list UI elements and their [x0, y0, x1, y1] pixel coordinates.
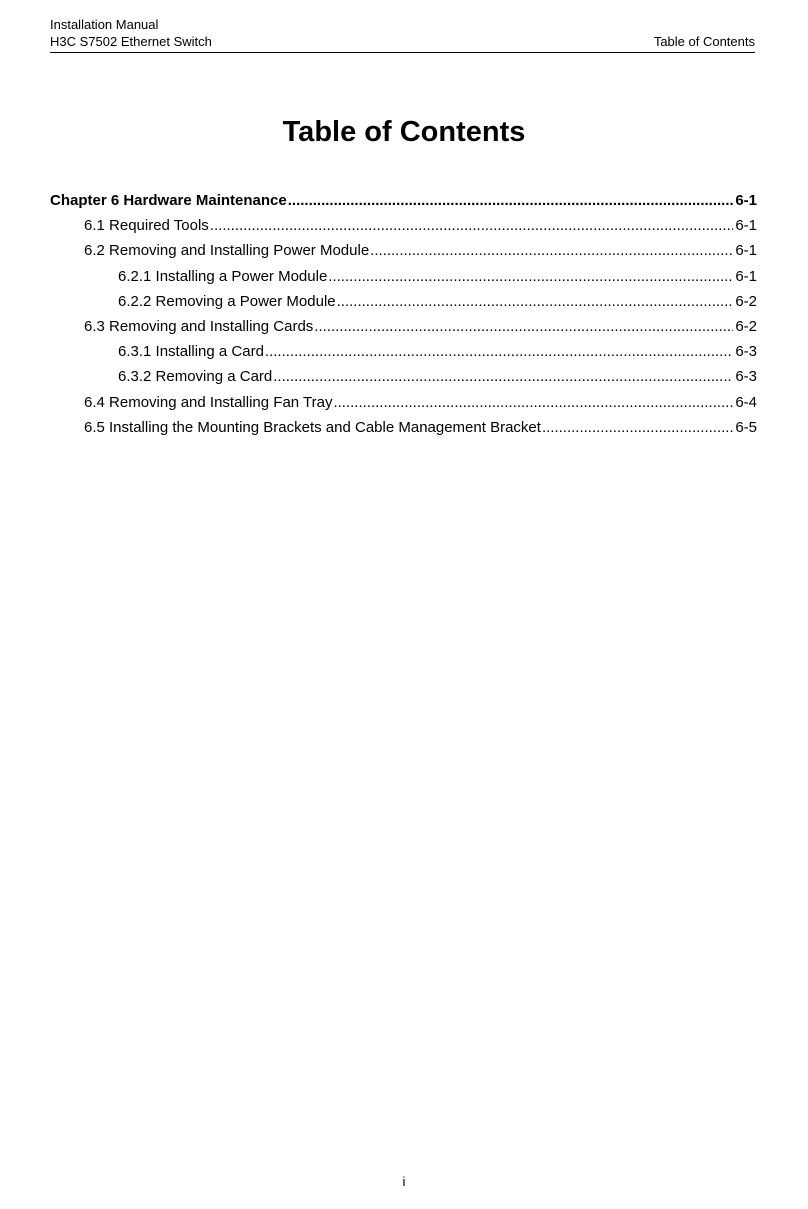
toc-entry-title: 6.5 Installing the Mounting Brackets and Cable Management Bracket: [84, 418, 541, 436]
toc-entry-page: 6-1: [735, 192, 757, 209]
header-left: [50, 16, 212, 50]
toc-entry-title: 6.4 Removing and Installing Fan Tray: [84, 393, 333, 411]
table-of-contents: [50, 188, 757, 440]
toc-dot-leader: [337, 289, 734, 314]
toc-entry-6-3-2[interactable]: [50, 364, 757, 389]
toc-entry-6-3-1[interactable]: [50, 339, 757, 364]
toc-entry-6-2-2[interactable]: [50, 289, 757, 314]
toc-entry-page: 6-1: [735, 267, 757, 285]
header-section-name: Table of Contents: [653, 34, 755, 49]
toc-dot-leader: [370, 238, 733, 263]
toc-entry-6-4[interactable]: [50, 390, 757, 415]
toc-entry-title: 6.3.1 Installing a Card: [118, 343, 264, 361]
toc-entry-title: Chapter 6 Hardware Maintenance: [50, 192, 287, 209]
toc-entry-page: 6-3: [735, 343, 757, 361]
toc-entry-6-3[interactable]: [50, 314, 757, 339]
toc-entry-page: 6-2: [735, 292, 757, 310]
toc-entry-page: 6-4: [735, 393, 757, 411]
toc-entry-title: 6.2 Removing and Installing Power Module: [84, 242, 370, 260]
toc-entry-title: 6.3.2 Removing a Card: [118, 368, 273, 386]
header-product-name: H3C S7502 Ethernet Switch: [50, 34, 212, 49]
toc-dot-leader: [542, 415, 733, 440]
toc-dot-leader: [328, 264, 733, 289]
toc-entry-title: 6.2.2 Removing a Power Module: [118, 292, 336, 310]
toc-entry-chapter-6[interactable]: [50, 188, 757, 213]
toc-entry-page: 6-2: [735, 317, 757, 335]
toc-dot-leader: [314, 314, 733, 339]
toc-entry-page: 6-5: [735, 418, 757, 436]
toc-dot-leader: [265, 339, 733, 364]
toc-entry-page: 6-1: [735, 242, 757, 260]
page-number: i: [402, 1174, 406, 1189]
toc-entry-6-2[interactable]: [50, 238, 757, 263]
page-title: Table of Contents: [282, 116, 526, 148]
toc-dot-leader: [273, 364, 733, 389]
toc-entry-6-1[interactable]: [50, 213, 757, 238]
toc-entry-title: 6.2.1 Installing a Power Module: [118, 267, 328, 285]
header-manual-name: Installation Manual: [50, 17, 159, 32]
toc-dot-leader: [333, 390, 733, 415]
toc-entry-page: 6-1: [735, 217, 757, 235]
toc-entry-title: 6.1 Required Tools: [84, 217, 209, 235]
toc-dot-leader: [210, 213, 734, 238]
toc-dot-leader: [288, 188, 734, 213]
toc-entry-6-2-1[interactable]: [50, 264, 757, 289]
toc-entry-6-5[interactable]: [50, 415, 757, 440]
toc-entry-page: 6-3: [735, 368, 757, 386]
toc-entry-title: 6.3 Removing and Installing Cards: [84, 317, 314, 335]
page-header: [50, 16, 755, 53]
